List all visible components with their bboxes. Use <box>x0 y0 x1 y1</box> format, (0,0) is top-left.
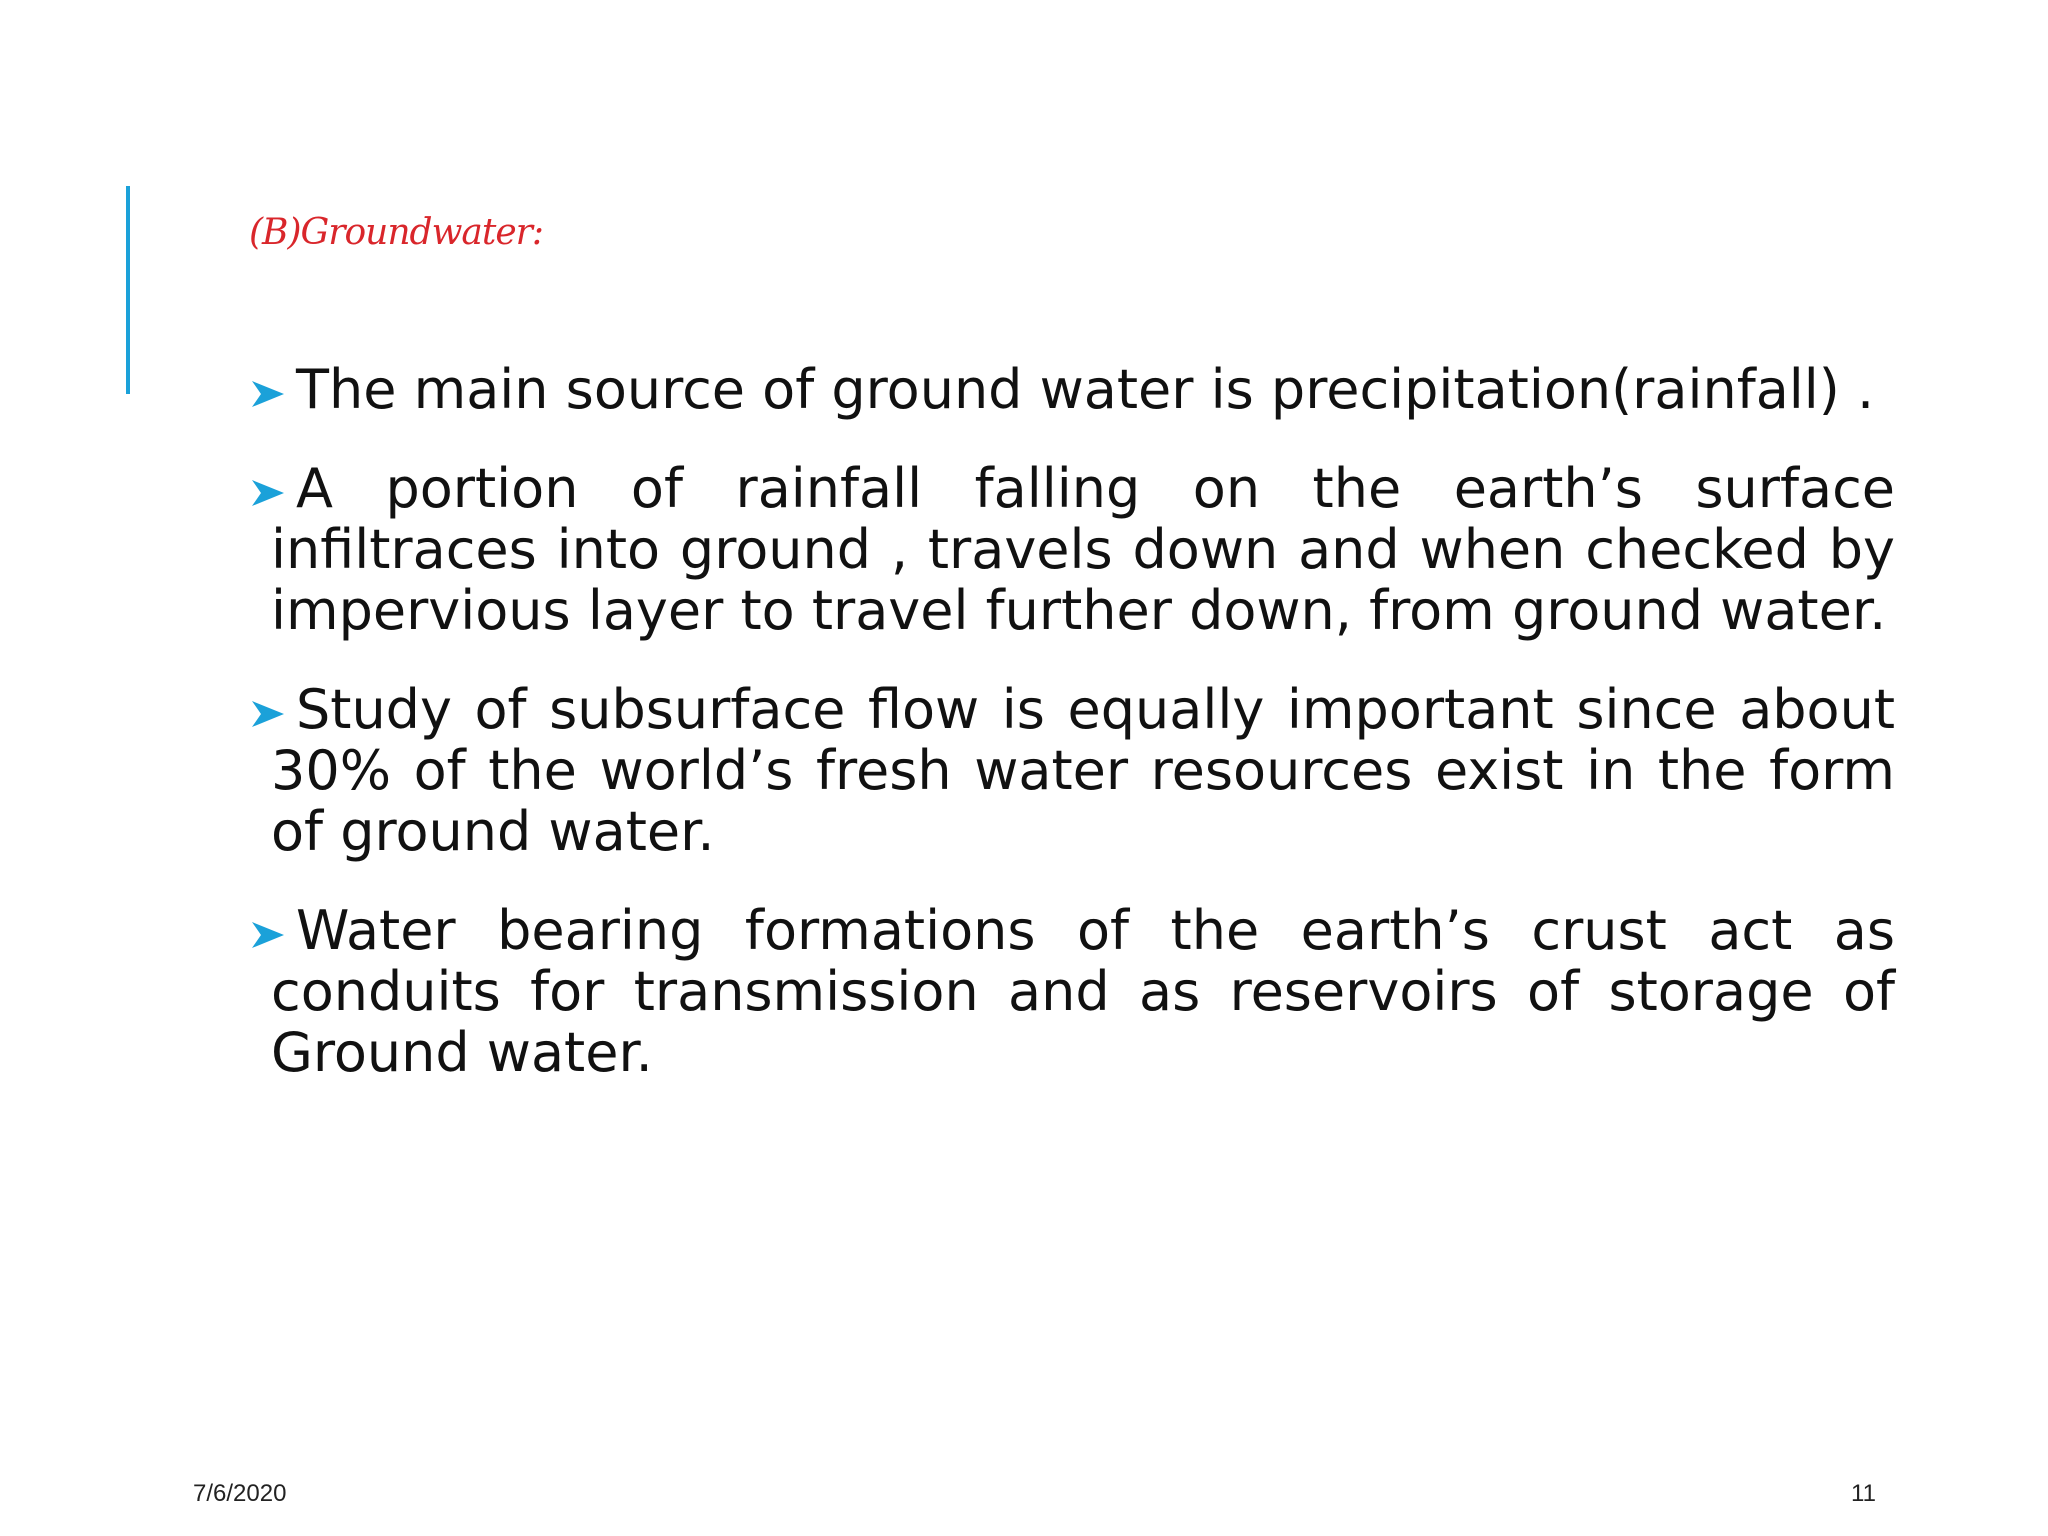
bullet-text: The main source of ground water is precipitation(rainfall) . <box>296 358 1875 421</box>
bullet-list <box>250 359 1895 1121</box>
bullet-text: Water bearing formations of the earth’s crust act as conduits for transmission and as reservoirs of storage of Ground water. <box>271 899 1895 1084</box>
arrowhead-bullet-icon <box>250 920 286 950</box>
bullet-text: Study of subsurface flow is equally important since about 30% of the world’s fresh water resources exist in the form of ground water. <box>271 678 1895 863</box>
accent-bar <box>126 186 130 394</box>
arrowhead-bullet-icon <box>250 699 286 729</box>
footer-page-number: 11 <box>1851 1480 1876 1507</box>
slide-title: (B)Groundwater: <box>249 212 543 253</box>
bullet-text: A portion of rainfall falling on the earth’s surface infiltraces into ground , travels down and when checked by impervious layer to travel further down, from ground water. <box>271 457 1895 642</box>
arrowhead-bullet-icon <box>250 478 286 508</box>
bullet-item <box>250 679 1895 862</box>
bullet-item <box>250 359 1895 420</box>
arrowhead-bullet-icon <box>250 379 286 409</box>
bullet-item <box>250 900 1895 1083</box>
footer-date: 7/6/2020 <box>193 1480 287 1507</box>
bullet-item <box>250 458 1895 641</box>
